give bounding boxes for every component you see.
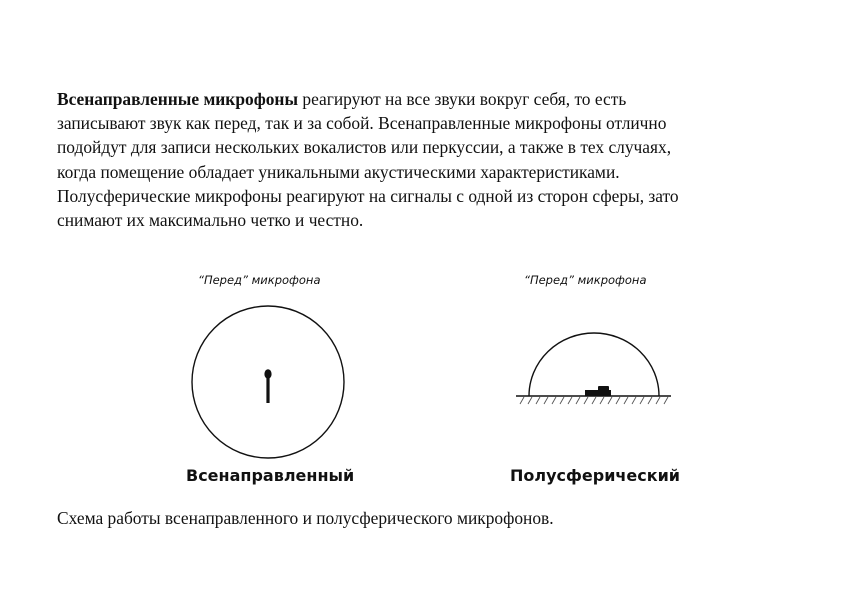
paragraph-line-2: записывают звук как перед, так и за собой. Всенаправленные микрофоны отлично [57,113,667,134]
bold-lead: Всенаправленные микрофоны [57,89,299,109]
paragraph-line-5: Полусферические микрофоны реагируют на сигналы с одной из сторон сферы, зато [57,185,679,206]
boundary-microphone-icon [585,386,611,396]
hemi-pattern-dome [529,333,659,396]
paragraph-line-3: подойдут для записи нескольких вокалистов или перкуссии, а также в тех случаях, [57,137,672,158]
hemi-type-label: Полусферический [510,466,681,485]
paragraph-line-4: когда помещение обладает уникальными акустическими характеристиками. [57,161,620,182]
line1-rest: реагируют на все звуки вокруг себя, то есть [298,89,627,109]
paragraph-line-6: снимают их максимально четко и честно. [57,210,364,231]
omni-type-label: Всенаправленный [186,466,355,485]
omni-microphone-icon [264,369,271,403]
boundary-hatching [520,397,668,404]
hemi-front-label: “Перед” микрофона [524,273,647,287]
figure-caption: Схема работы всенаправленного и полусферического микрофонов. [57,508,554,528]
omni-front-label: “Перед” микрофона [198,273,321,287]
